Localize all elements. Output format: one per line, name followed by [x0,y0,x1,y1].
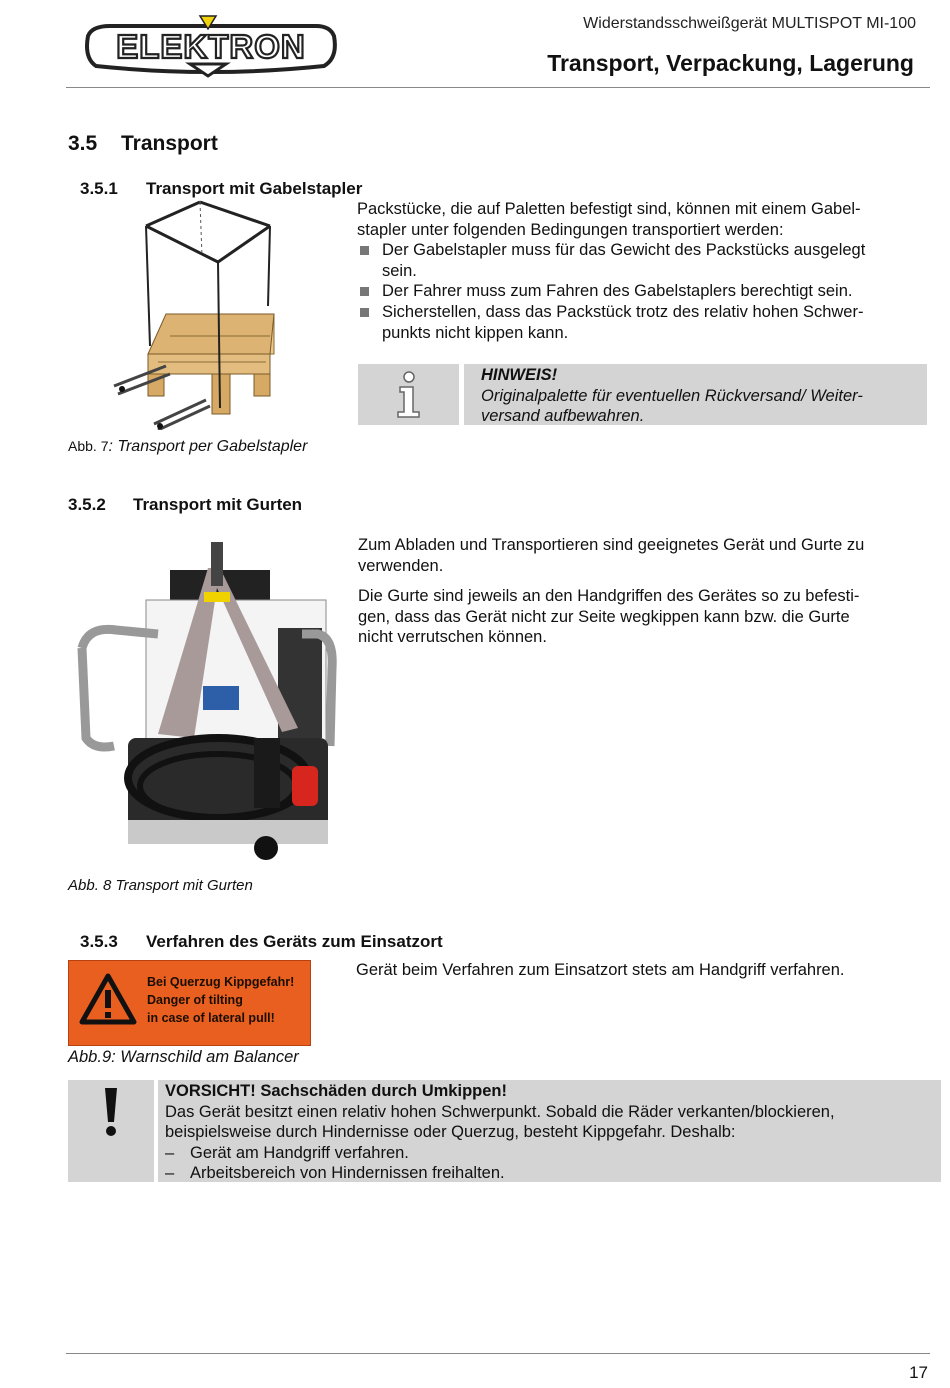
note-line: Originalpalette für eventuellen Rückversand/ Weiter- [481,386,863,405]
caution-line: Das Gerät besitzt einen relativ hohen Schwerpunkt. Sobald die Räder verkanten/blockieren, [165,1102,835,1121]
warning-triangle-icon [79,973,137,1025]
positioning-instruction: Gerät beim Verfahren zum Einsatzort stets am Handgriff verfahren. [356,961,845,979]
list-item: Der Fahrer muss zum Fahren des Gabelstaplers berechtigt sein. [357,281,922,302]
document-title: Widerstandsschweißgerät MULTISPOT MI-100 [583,15,916,32]
caption-prefix: Abb. 7 [68,438,109,454]
paragraph-line: gen, dass das Gerät nicht zur Seite wegkippen kann bzw. die Gurte [358,607,850,626]
subsection-2-title: Transport mit Gurten [133,495,303,514]
list-item: – Gerät am Handgriff verfahren. [165,1143,933,1164]
crate-on-pallet-drawing [100,196,300,430]
caution-box [68,1080,941,1182]
strap-instructions [358,535,926,648]
list-item: Sicherstellen, dass das Packstück trotz des relativ hohen Schwer- punkts nicht kippen kann. [357,302,922,343]
list-item: Der Gabelstapler muss für das Gewicht des Packstücks ausgelegt sein. [357,240,922,281]
caution-line: beispielsweise durch Hindernisse oder Querzug, besteht Kippgefahr. Deshalb: [165,1123,736,1142]
paragraph-line: Die Gurte sind jeweils an den Handgriffen des Gerätes so zu befesti- [358,587,860,606]
forklift-instructions [357,199,922,343]
subsection-1-title: Transport mit Gabelstapler [146,179,363,198]
subsection-2-number: 3.5.2 [68,495,106,514]
info-icon [358,364,459,425]
caution-list [165,1143,933,1184]
header-divider [66,87,930,88]
intro-line: Packstücke, die auf Paletten befestigt sind, können mit einem Gabel- [357,200,861,218]
section-title: Transport [121,132,218,155]
caption-text: : Transport per Gabelstapler [108,438,308,455]
page-number: 17 [909,1363,928,1382]
list-item: – Arbeitsbereich von Hindernissen freihalten. [165,1163,933,1184]
subsection-3-number: 3.5.3 [80,932,118,951]
subsection-1-number: 3.5.1 [80,179,118,198]
chapter-title: Transport, Verpackung, Lagerung [547,50,914,76]
paragraph-line: Zum Abladen und Transportieren sind geeignetes Gerät und Gurte zu [358,536,865,554]
elektron-logo [80,14,342,78]
note-line: versand aufbewahren. [481,407,645,426]
section-heading [68,132,218,156]
tilt-warning-sign [68,960,311,1046]
welding-device-with-straps [68,538,340,862]
figure-9-caption: Abb.9: Warnschild am Balancer [68,1048,299,1066]
intro-line: stapler unter folgenden Bedingungen transportiert werden: [357,220,784,239]
section-number: 3.5 [68,132,98,155]
caution-label: VORSICHT! Sachschäden durch Umkippen! [165,1082,507,1100]
logo-text: ELEKTRON [116,28,306,65]
figure-8-caption: Abb. 8 Transport mit Gurten [68,877,253,894]
strap-transport-photo [68,538,340,862]
condition-list [357,240,922,343]
paragraph-line: verwenden. [358,556,444,575]
subsection-2-heading [68,495,302,515]
caution-content [158,1080,941,1182]
subsection-3-heading [80,932,443,952]
figure-7-caption [68,438,307,456]
footer-divider [66,1353,930,1354]
note-label: HINWEIS! [481,366,558,384]
note-box [358,364,927,425]
note-content [464,364,927,425]
exclamation-icon [68,1080,154,1182]
warning-sign-text: Bei Querzug Kippgefahr! Danger of tilting in case of lateral pull! [147,975,295,1025]
elektron-logo-graphic [80,14,342,78]
paragraph-line: nicht verrutschen können. [358,628,547,647]
forklift-transport-illustration [100,196,300,430]
subsection-3-title: Verfahren des Geräts zum Einsatzort [146,932,443,951]
